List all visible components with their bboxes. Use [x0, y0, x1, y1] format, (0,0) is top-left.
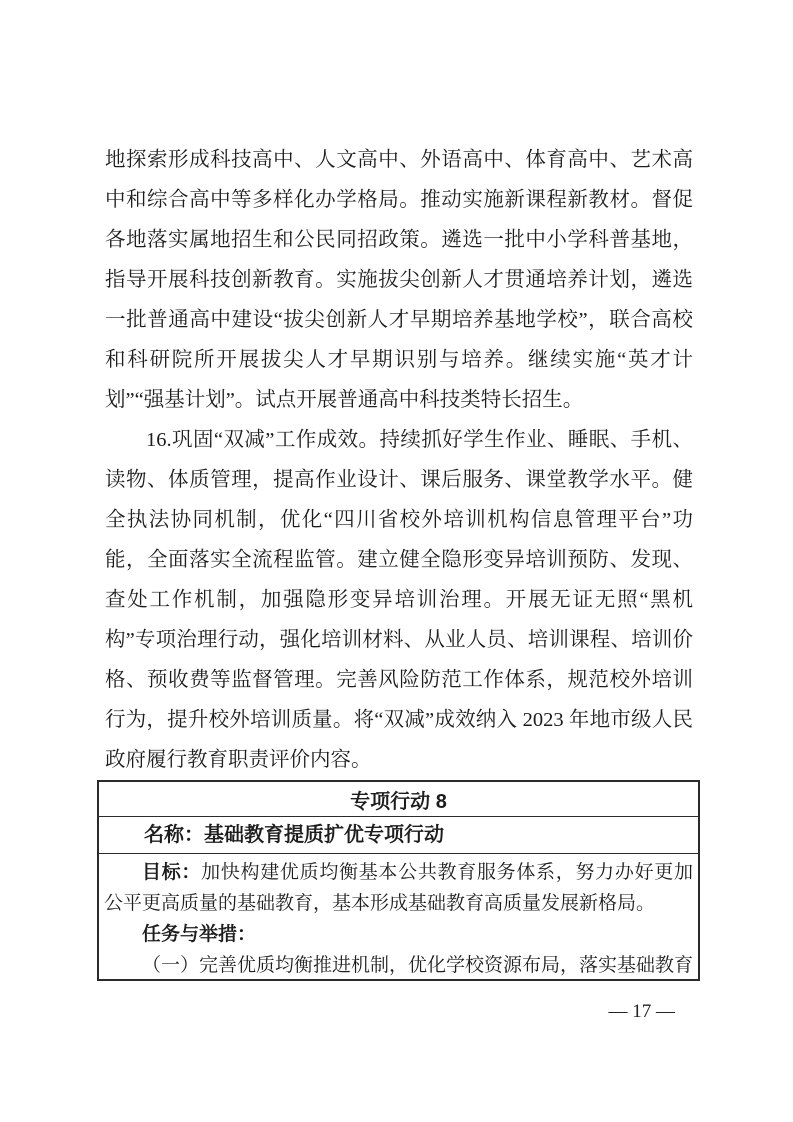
- table-title: 专项行动 8: [350, 790, 447, 813]
- table-name-row: 名称：基础教育提质扩优专项行动: [99, 817, 698, 854]
- item-16-body-text: 持续抓好学生作业、睡眠、手机、读物、体质管理，提高作业设计、课后服务、课堂教学水平。健全执法协同机制，优化“四川省校外培训机构信息管理平台”功能，全面落实全流程监管。建立健全隐形变异培训预防、发现、查处工作机制，加强隐形变异培训治理。开展无证无照“黑机构”专项治理行动，强化培训材料、从业人员、培训课程、培训价格、预收费等监督管理。完善风险防范工作体系，规范校外培训行为，提升校外培训质量。将“双减”成效纳入 2023 年地市级人民政府履行教育职责评价内容。: [105, 429, 693, 771]
- goal-text: 加快构建优质均衡基本公共教育服务体系，努力办好更加公平更高质量的基础教育，基本形成基础教育高质量发展新格局。: [104, 862, 693, 914]
- page-footer: [105, 1000, 675, 1024]
- tasks-label: 任务与举措：: [142, 924, 257, 945]
- body-paragraph-continuation: 地探索形成科技高中、人文高中、外语高中、体育高中、艺术高中和综合高中等多样化办学格局。推动实施新课程新教材。督促各地落实属地招生和公民同招政策。遴选一批中小学科普基地，指导开展科技创新教育。实施拔尖创新人才贯通培养计划，遴选一批普通高中建设“拔尖创新人才早期培养基地学校”，联合高校和科研院所开展拔尖人才早期识别与培养。继续实施“英才计划”“强基计划”。试点开展普通高中科技类特长招生。: [105, 149, 693, 411]
- table-goal-tasks-cell: [99, 854, 698, 979]
- goal-paragraph: [104, 857, 693, 919]
- table-title-row: [99, 782, 698, 817]
- body-text-block: [105, 140, 693, 780]
- special-action-8-table: [97, 780, 700, 981]
- task-item-1: （一）完善优质均衡推进机制，优化学校资源布局，落实基础教育: [142, 955, 694, 976]
- page-number: — 17 —: [608, 1001, 675, 1022]
- goal-label: 目标：: [142, 862, 202, 883]
- item-16-lead-sentence: 16.巩固“双减”工作成效。: [146, 429, 380, 451]
- body-paragraph-item-16: [105, 420, 693, 780]
